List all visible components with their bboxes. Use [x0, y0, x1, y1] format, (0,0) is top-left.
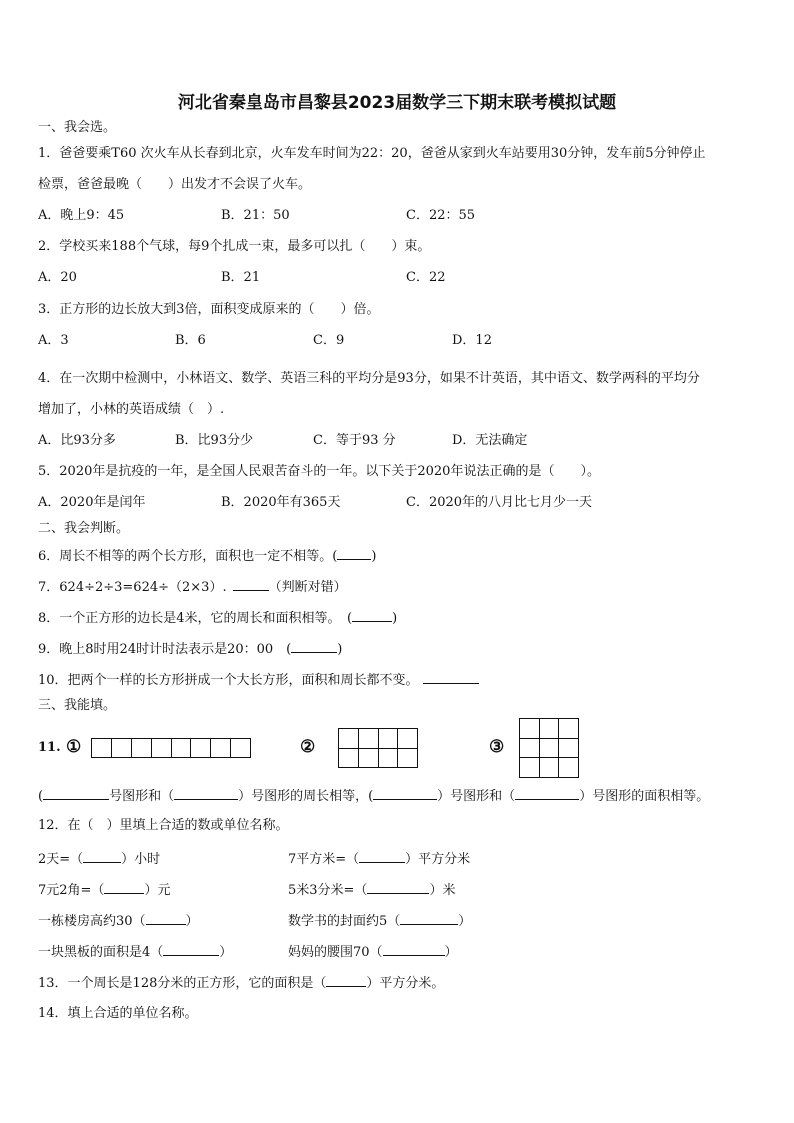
q12-item-yuan-text: 7元2角=（: [38, 883, 105, 898]
question-1-line2: 检票，爸爸最晚（ ）出发才不会误了火车。: [38, 177, 312, 192]
figure-2-grid: [338, 728, 418, 768]
q11-text-1: 号图形和（: [109, 789, 175, 804]
question-4-option-c: C．等于93 分: [313, 433, 396, 448]
q12-item-days-text: 2天=（: [38, 852, 84, 867]
question-13: [38, 974, 444, 992]
question-3-option-b: B．6: [175, 333, 206, 348]
q11-blank-1[interactable]: [43, 787, 109, 800]
q12-item-waist-text: 妈妈的腰围70（: [288, 945, 383, 960]
question-12-text: 12．在（ ）里填上合适的数或单位名称。: [38, 818, 289, 833]
question-3-option-d: D．12: [452, 333, 492, 348]
question-11-label: 11.: [38, 740, 61, 755]
question-1-line1: 1．爸爸要乘T60 次火车从长春到北京，火车发车时间为22：20，爸爸从家到火车站要用30分钟，发车前5分钟停止: [38, 146, 706, 161]
question-9-answer-blank[interactable]: [291, 640, 337, 653]
question-3-option-c: C．9: [313, 333, 345, 348]
q11-blank-3[interactable]: [373, 787, 437, 800]
question-3-text: 3．正方形的边长放大到3倍，面积变成原来的（ ）倍。: [38, 302, 380, 317]
section-heading-choice: 一、我会选。: [38, 120, 117, 135]
question-1-option-b: B．21：50: [221, 208, 290, 223]
figure-2-label: ②: [300, 737, 316, 757]
question-5-text: 5．2020年是抗疫的一年，是全国人民艰苦奋斗的一年。以下关于2020年说法正确的是（ ）。: [38, 464, 600, 479]
question-13-answer-blank[interactable]: [326, 974, 366, 987]
question-2-option-a: A．20: [38, 270, 77, 285]
question-10-answer-blank[interactable]: [423, 671, 479, 684]
section-heading-fill: 三、我能填。: [38, 698, 117, 713]
q12-item-book-cover-text: 数学书的封面约5（: [288, 914, 401, 929]
q12-item-building-blank[interactable]: [146, 912, 186, 925]
question-11-answer-line: ( 号图形和（ ）号图形的周长相等，( ）号图形和（ ）号图形的面积相等。: [38, 789, 710, 804]
question-9-text: 9．晚上8时用24时计时法表示是20：00 (: [38, 642, 292, 657]
question-10: [38, 671, 479, 689]
q12-item-blackboard-tail: ）: [219, 945, 233, 960]
question-2-option-b: B．21: [221, 270, 261, 285]
q12-item-days: [38, 850, 160, 868]
q12-item-waist-tail: ）: [444, 945, 458, 960]
q12-item-book-cover: [288, 912, 471, 930]
question-3-option-a: A．3: [38, 333, 69, 348]
q12-item-waist: [288, 943, 458, 961]
q12-item-square-meters: [288, 850, 470, 868]
question-2-option-c: C．22: [406, 270, 446, 285]
question-7-answer-blank[interactable]: [233, 578, 269, 591]
question-1-option-a: A．晚上9：45: [38, 208, 125, 223]
q12-item-building: [38, 912, 199, 930]
question-4-option-a: A．比93分多: [38, 433, 116, 448]
q11-text-2: ）号图形的周长相等，(: [238, 789, 374, 804]
question-5-option-c: C．2020年的八月比七月少一天: [406, 495, 593, 510]
question-13-tail: ）平方分米。: [366, 976, 445, 991]
question-7: [38, 578, 347, 596]
q12-item-meters-tail: ）米: [429, 883, 456, 898]
q12-item-book-cover-tail: ）: [458, 914, 472, 929]
question-1-option-c: C．22：55: [406, 208, 476, 223]
question-8-answer-blank[interactable]: [352, 609, 392, 622]
question-6-tail: ): [371, 549, 377, 564]
question-4-line2: 增加了，小林的英语成绩（ ）.: [38, 402, 225, 417]
question-4-option-b: B．比93分少: [175, 433, 254, 448]
question-7-tail: （判断对错）: [268, 580, 347, 595]
figure-3-label: ③: [489, 737, 505, 757]
q12-item-blackboard-text: 一块黑板的面积是4（: [38, 945, 164, 960]
q12-item-days-blank[interactable]: [83, 850, 121, 863]
q12-item-building-text: 一栋楼房高约30（: [38, 914, 146, 929]
q11-blank-4[interactable]: [515, 787, 579, 800]
question-10-text: 10．把两个一样的长方形拼成一个大长方形，面积和周长都不变。: [38, 673, 419, 688]
q11-blank-2[interactable]: [174, 787, 238, 800]
question-8-tail: ): [392, 611, 398, 626]
q11-text-4: ）号图形的面积相等。: [579, 789, 710, 804]
figure-3-grid: [519, 718, 579, 778]
question-5-option-a: A．2020年是闰年: [38, 495, 146, 510]
q11-text-3: ）号图形和（: [437, 789, 516, 804]
q12-item-yuan: [38, 881, 170, 899]
q12-item-yuan-blank[interactable]: [104, 881, 144, 894]
question-8-text: 8．一个正方形的边长是4米，它的周长和面积相等。 (: [38, 611, 353, 626]
q12-item-building-tail: ）: [185, 914, 199, 929]
q12-item-square-meters-tail: ）平方分米: [405, 852, 471, 867]
q12-item-square-meters-blank[interactable]: [359, 850, 405, 863]
q12-item-meters-blank[interactable]: [367, 881, 429, 894]
question-4-line1: 4．在一次期中检测中，小林语文、数学、英语三科的平均分是93分，如果不计英语，其中语文、数学两科的平均分: [38, 371, 700, 386]
question-5-option-b: B．2020年有365天: [221, 495, 341, 510]
question-9-tail: ): [337, 642, 343, 657]
figure-1-grid: [91, 738, 251, 758]
question-6-text: 6．周长不相等的两个长方形，面积也一定不相等。(: [38, 549, 338, 564]
question-4-option-d: D．无法确定: [452, 433, 528, 448]
q12-item-square-meters-text: 7平方米=（: [288, 852, 360, 867]
question-2-text: 2．学校买来188个气球，每9个扎成一束，最多可以扎（ ）束。: [38, 239, 431, 254]
question-9: [38, 640, 342, 658]
question-6: [38, 547, 376, 565]
question-7-text: 7．624÷2÷3=624÷（2×3）.: [38, 580, 227, 595]
q12-item-meters-text: 5米3分米=（: [288, 883, 368, 898]
page-title: 河北省秦皇岛市昌黎县2023届数学三下期末联考模拟试题: [177, 93, 617, 113]
q12-item-yuan-tail: ）元: [144, 883, 171, 898]
question-6-answer-blank[interactable]: [337, 547, 371, 560]
q12-item-days-tail: ）小时: [121, 852, 161, 867]
q12-item-blackboard-blank[interactable]: [163, 943, 219, 956]
question-8: [38, 609, 397, 627]
question-13-text: 13．一个周长是128分米的正方形，它的面积是（: [38, 976, 327, 991]
section-heading-judge: 二、我会判断。: [38, 521, 130, 536]
q12-item-book-cover-blank[interactable]: [400, 912, 458, 925]
q12-item-meters: [288, 881, 455, 899]
q12-item-waist-blank[interactable]: [383, 943, 445, 956]
question-14-text: 14．填上合适的单位名称。: [38, 1006, 198, 1021]
figure-1-label: ①: [66, 737, 82, 757]
q12-item-blackboard: [38, 943, 232, 961]
